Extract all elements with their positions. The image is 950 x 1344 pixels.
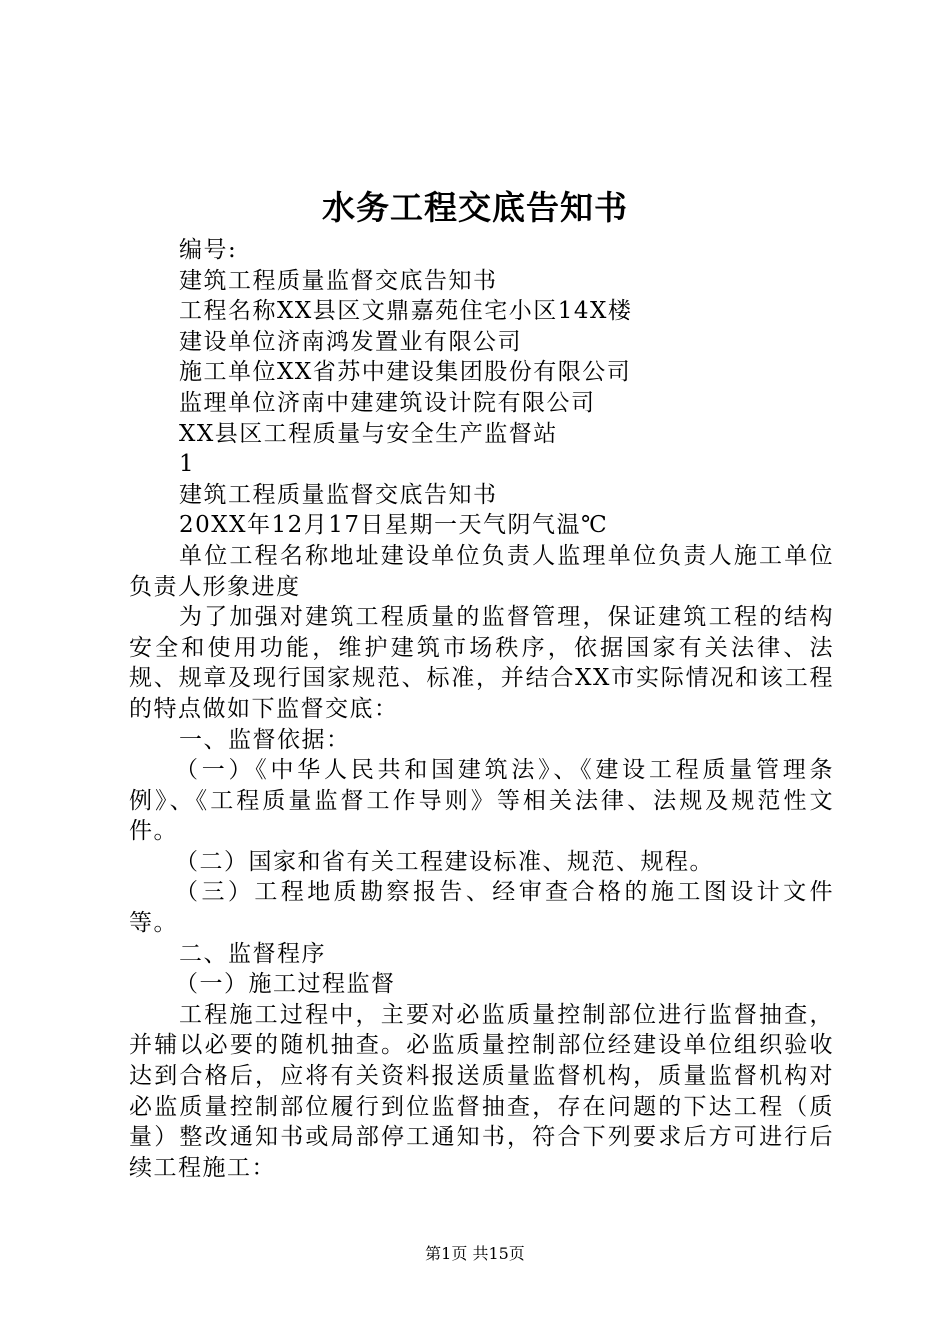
document-body xyxy=(129,235,834,1183)
paragraph-page-one: 1 xyxy=(179,451,196,478)
paragraph-construction-unit: 建设单位济南鸿发置业有限公司 xyxy=(179,328,522,355)
paragraph-supervisor: 监理单位济南中建建筑设计院有限公司 xyxy=(179,389,596,416)
paragraph-intro: 为了加强对建筑工程质量的监督管理，保证建筑工程的结构安全和使用功能，维护建筑市场秩序，依据国家有关法律、法规、规章及现行国家规范、标准，并结合XX市实际情况和该工程的特点做如下监督交底： xyxy=(129,604,834,722)
paragraph-basis-1: （一）《中华人民共和国建筑法》、《建设工程质量管理条例》、《工程质量监督工作导则》等相关法律、法规及规范性文件。 xyxy=(129,757,834,845)
paragraph-basis-3: （三）工程地质勘察报告、经审查合格的施工图设计文件等。 xyxy=(129,879,834,937)
paragraph-notice-title: 建筑工程质量监督交底告知书 xyxy=(179,267,498,294)
paragraph-number: 编号: xyxy=(179,237,238,263)
heading-procedure: 二、监督程序 xyxy=(179,940,326,967)
paragraph-date-weather: 20XX年12月17日星期一天气阴气温℃ xyxy=(179,512,609,539)
paragraph-unit-fields: 单位工程名称地址建设单位负责人监理单位负责人施工单位负责人形象进度 xyxy=(129,542,834,600)
document-title: 水务工程交底告知书 xyxy=(322,188,628,227)
page-footer: 第1页 共15页 xyxy=(425,1244,525,1263)
paragraph-contractor: 施工单位XX省苏中建设集团股份有限公司 xyxy=(179,359,632,386)
heading-basis: 一、监督依据： xyxy=(179,726,351,753)
paragraph-basis-2: （二）国家和省有关工程建设标准、规范、规程。 xyxy=(175,848,714,875)
paragraph-project-name: 工程名称XX县区文鼎嘉苑住宅小区14X楼 xyxy=(179,298,633,325)
paragraph-process-detail: 工程施工过程中，主要对必监质量控制部位进行监督抽查，并辅以必要的随机抽查。必监质量控制部位经建设单位组织验收达到合格后，应将有关资料报送质量监督机构，质量监督机构对必监质量控制部位履行到位监督抽查，存在问题的下达工程（质量）整改通知书或局部停工通知书，符合下列要求后方可进行后续工程施工： xyxy=(129,1001,834,1181)
heading-process-supervision: （一）施工过程监督 xyxy=(175,971,396,998)
paragraph-station: XX县区工程质量与安全生产监督站 xyxy=(179,420,558,447)
paragraph-notice-title-2: 建筑工程质量监督交底告知书 xyxy=(179,481,498,508)
